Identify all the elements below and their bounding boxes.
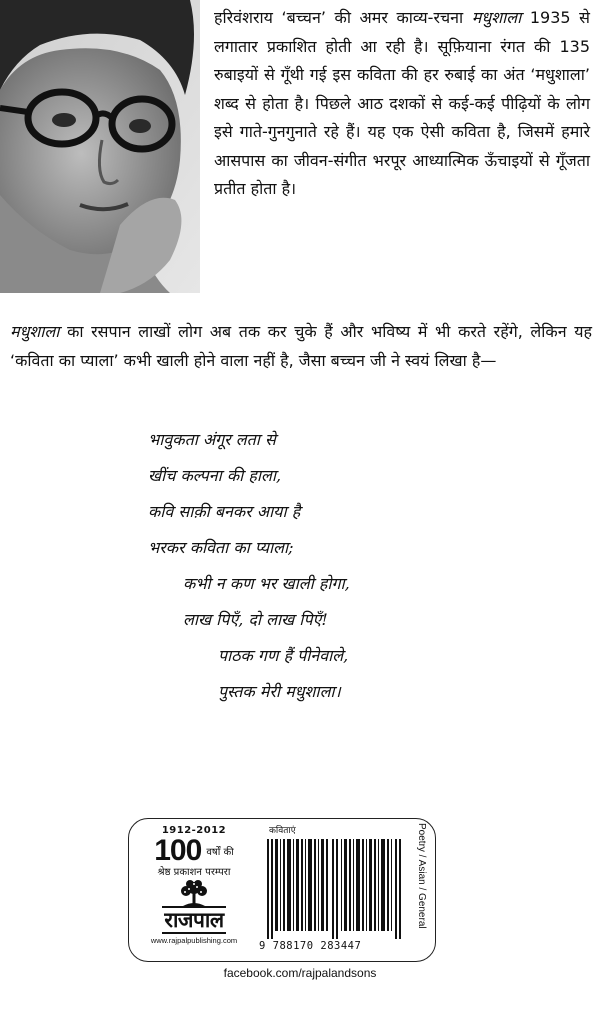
poem-line: कभी न कण भर खाली होगा, [183, 574, 350, 593]
author-portrait-image [0, 0, 200, 293]
book-title-second: मधुशाला [10, 322, 60, 341]
poem-line: कवि साक़ी बनकर आया है [148, 502, 301, 521]
book-title: मधुशाला [471, 8, 522, 27]
anniversary-years: 1912-2012 [161, 825, 227, 836]
second-text: का रसपान लाखों लोग अब तक कर चुके हैं और भविष्य में भी करते रहेंगे, लेकिन यह ‘कविता का प्याला’ कभी खाली होने वाला नहीं है, जैसा बच्चन जी ने स्वयं लिखा है— [10, 322, 592, 370]
anniversary-row [133, 834, 255, 868]
isbn-number: 9 788170 283447 [259, 940, 362, 952]
isbn-barcode [265, 839, 407, 939]
tree-logo-icon [177, 880, 211, 908]
publisher-logo-block [133, 825, 255, 945]
poem-line: लाख पिएँ, दो लाख पिएँ! [183, 610, 328, 629]
poem-line: भरकर कविता का प्याला; [148, 538, 294, 557]
facebook-link[interactable]: facebook.com/rajpalandsons [223, 966, 377, 980]
poem-line: पुस्तक मेरी मधुशाला। [218, 682, 341, 701]
poem-line: पाठक गण हैं पीनेवाले, [218, 646, 349, 665]
author-photo [0, 0, 200, 293]
intro-text-2: 1935 से लगातार प्रकाशित होती आ रही है। सूफ़ियाना रंगत की 135 रुबाइयों से गूँथी गई इस कविता की हर रुबाई का अंत ‘मधुशाला’ शब्द से होता है। पिछले आठ दशकों से कई-कई पीढ़ियों के लोग इसे गाते-गुनगुनाते रहे हैं। यह एक ऐसी कविता है, जिसमें हमारे आसपास का जीवन-संगीत भरपूर आध्यात्मिक ऊँचाइयों से गूँजता प्रतीत होता है। [214, 8, 590, 198]
publisher-brand: राजपाल [164, 908, 224, 932]
author-name: हरिवंशराय ‘बच्चन’ [214, 8, 326, 27]
genre-label: Poetry / Asian / General [416, 823, 427, 929]
publisher-website: www.rajpalpublishing.com [150, 936, 238, 945]
back-cover-panel [128, 818, 436, 962]
intro-text-1: की अमर काव्य-रचना [325, 8, 472, 27]
poem-line: खींच कल्पना की हाला, [148, 466, 282, 485]
poem-line: भावुकता अंगूर लता से [148, 430, 276, 449]
hundred-number: 100 [154, 834, 202, 867]
second-paragraph [10, 318, 592, 375]
publisher-tagline: श्रेष्ठ प्रकाशन परम्परा [157, 867, 231, 878]
hundred-label: वर्षों की [206, 847, 234, 858]
category-label: कविताएं [269, 826, 296, 836]
intro-paragraph [214, 4, 590, 204]
